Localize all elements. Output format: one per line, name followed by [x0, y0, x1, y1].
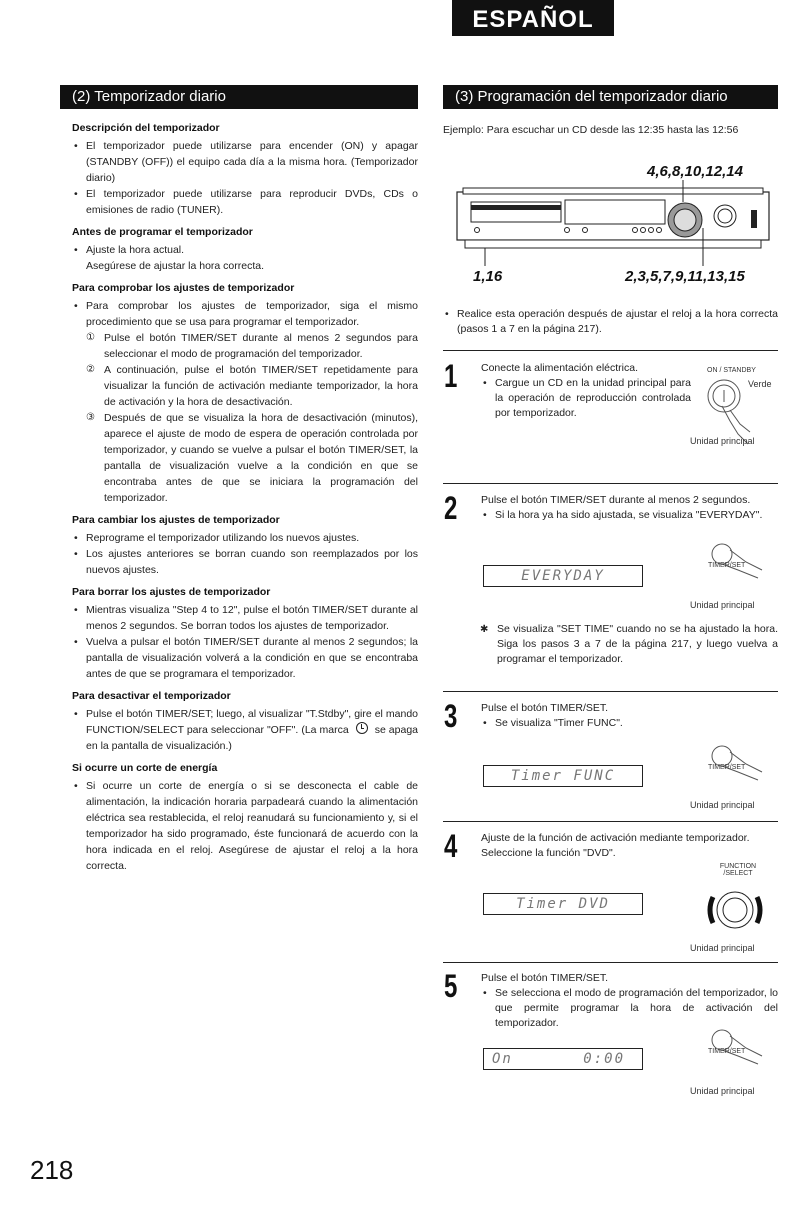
step-instruction: Pulse el botón TIMER/SET durante al menos 2 segundos.: [481, 494, 751, 506]
bullet-item: • Mientras visualiza "Step 4 to 12", pulse el botón TIMER/SET durante al menos 2 segundos. Se borran todos los ajustes de temporizador.: [72, 602, 418, 634]
note-text: [443, 307, 778, 337]
step-bullet: • Cargue un CD en la unidad principal para la operación de reproducción controlada por temporizador.: [481, 376, 691, 421]
caption-main-unit: Unidad principal: [690, 1086, 755, 1096]
bullet-item: • Si ocurre un corte de energía o si se desconecta el cable de alimentación, la indicación horaria parpadeará cuando la alimentación eléctrica sea restablecida, el reloj reanudará su funcionamiento y, si el temporizador ha sido programado, éste funcionará de acuerdo con la hora indicada en el reloj. Asegúrese de ajustar el reloj a la hora correcta.: [72, 778, 418, 874]
on-standby-label: ON / STANDBY: [707, 367, 756, 374]
step-3-text: [481, 701, 778, 731]
step-number-3: 3: [444, 698, 458, 734]
step-number-5: 5: [444, 968, 458, 1004]
timer-set-hand-icon: [708, 540, 768, 580]
step-number-4: 4: [444, 828, 458, 864]
caption-main-unit: Unidad principal: [690, 800, 755, 810]
language-tab: ESPAÑOL: [452, 0, 614, 36]
bullet-item: [72, 706, 418, 754]
figure-label-top: 4,6,8,10,12,14: [647, 163, 743, 180]
step-divider: [443, 691, 778, 692]
heading-delete-settings: Para borrar los ajustes de temporizador: [72, 586, 271, 598]
timer-mark-icon: [356, 722, 368, 734]
green-label: Verde: [748, 379, 772, 389]
function-select-label: FUNCTION /SELECT: [719, 863, 757, 877]
bullet-item: • Vuelva a pulsar el botón TIMER/SET durante al menos 2 segundos; la pantalla de visualización volverá a la condición en que se encontraba antes de que se programara el temporizador.: [72, 634, 418, 682]
sub-text: Asegúrese de ajustar la hora correcta.: [86, 260, 265, 272]
caption-main-unit: Unidad principal: [690, 600, 755, 610]
bullet-item: • Ajuste la hora actual.: [72, 242, 418, 258]
heading-check-settings: Para comprobar los ajustes de temporizador: [72, 282, 295, 294]
step-1-text: [481, 361, 691, 421]
note-bullet: • Realice esta operación después de ajustar el reloj a la hora correcta (pasos 1 a 7 en la página 217).: [443, 307, 778, 337]
page-number: 218: [30, 1155, 74, 1185]
step-divider: [443, 483, 778, 484]
step-4-text: [481, 831, 778, 861]
caption-main-unit: Unidad principal: [690, 436, 755, 446]
step-item-1: ① Pulse el botón TIMER/SET durante al menos 2 segundos para seleccionar el modo de programación del temporizador.: [72, 330, 418, 362]
lcd-right-text: 0:00: [583, 1051, 626, 1067]
heading-power-failure: Si ocurre un corte de energía: [72, 762, 218, 774]
timer-set-hand-icon: [708, 1026, 768, 1066]
step-sub-instruction: Seleccione la función "DVD".: [481, 847, 616, 859]
heading-before-programming: Antes de programar el temporizador: [72, 226, 253, 238]
timer-set-hand-icon: [708, 742, 768, 782]
function-select-knob-icon: [705, 883, 765, 938]
lcd-left-text: On: [492, 1051, 513, 1067]
heading-change-settings: Para cambiar los ajustes de temporizador: [72, 514, 280, 526]
step-bullet: • Se visualiza "Timer FUNC".: [481, 716, 778, 731]
step-divider: [443, 350, 778, 351]
device-illustration: [455, 180, 775, 270]
step-bullet: • Se selecciona el modo de programación del temporizador, lo que permite programar la hora de activación del temporizador.: [481, 986, 778, 1031]
bullet-item: • Los ajustes anteriores se borran cuando son reemplazados por los nuevos ajustes.: [72, 546, 418, 578]
figure-label-left: 1,16: [473, 268, 503, 285]
step-item-2: ② A continuación, pulse el botón TIMER/SET repetidamente para visualizar la función de activación mediante temporizador, la hora de activación y la hora de desactivación.: [72, 362, 418, 410]
timer-set-label: TIMER/SET: [708, 764, 746, 771]
step-bullet: • Si la hora ya ha sido ajustada, se visualiza "EVERYDAY".: [481, 508, 778, 523]
step-2-note: Se visualiza "SET TIME" cuando no se ha ajustado la hora. Siga los pasos 3 a 7 de la página 217, y luego vuelva a programar el temporizador.: [497, 623, 778, 665]
figure-label-right: 2,3,5,7,9,11,13,15: [625, 268, 745, 285]
step-instruction: Ajuste de la función de activación mediante temporizador.: [481, 832, 750, 844]
caption-main-unit: Unidad principal: [690, 943, 755, 953]
step-instruction: Pulse el botón TIMER/SET.: [481, 702, 609, 714]
step-divider: [443, 962, 778, 963]
heading-description: Descripción del temporizador: [72, 122, 220, 134]
step-number-1: 1: [444, 358, 458, 394]
section-title-daily-timer: (2) Temporizador diario: [60, 85, 418, 109]
bullet-item: • Para comprobar los ajustes de temporizador, siga el mismo procedimiento que se usa para programar el temporizador.: [72, 298, 418, 330]
step-instruction: Pulse el botón TIMER/SET.: [481, 972, 609, 984]
bullet-text: se apaga en la pantalla de visualización.): [86, 724, 419, 752]
timer-set-label: TIMER/SET: [708, 562, 746, 569]
step-number-2: 2: [444, 490, 458, 526]
bullet-item: • Reprograme el temporizador utilizando los nuevos ajustes.: [72, 530, 418, 546]
heading-deactivate: Para desactivar el temporizador: [72, 690, 231, 702]
left-column: [72, 120, 418, 874]
bullet-item: • El temporizador puede utilizarse para encender (ON) y apagar (STANDBY (OFF)) el equipo cada día a la misma hora. (Temporizador diario): [72, 138, 418, 186]
step-5-text: [481, 971, 778, 1031]
asterisk-icon: ✱: [480, 624, 489, 635]
lcd-display: [483, 1048, 643, 1070]
step-item-3: ③ Después de que se visualiza la hora de desactivación (minutos), aparece el ajuste de modo de espera de operación controlada por temporizador, y cuando se vuelve a pulsar el botón TIMER/SET, la pantalla de visualización vuelve a la condición en que se encontraba antes de que se iniciara la programación del temporizador.: [72, 410, 418, 506]
section-title-programming: (3) Programación del temporizador diario: [443, 85, 778, 109]
bullet-item: • El temporizador puede utilizarse para reproducir DVDs, CDs o emisiones de radio (TUNER).: [72, 186, 418, 218]
lcd-display: EVERYDAY: [483, 565, 643, 587]
step-instruction: Conecte la alimentación eléctrica.: [481, 362, 638, 374]
example-text: Ejemplo: Para escuchar un CD desde las 12:35 hasta las 12:56: [443, 124, 739, 136]
lcd-display: Timer DVD: [483, 893, 643, 915]
lcd-display: Timer FUNC: [483, 765, 643, 787]
timer-set-label: TIMER/SET: [708, 1048, 746, 1055]
bullet-text: Pulse el botón TIMER/SET; luego, al visualizar "T.Stdby", gire el mando FUNCTION/SELECT para seleccionar "OFF". (La marca: [86, 708, 418, 736]
step-divider: [443, 821, 778, 822]
step-2-text: [481, 493, 778, 523]
